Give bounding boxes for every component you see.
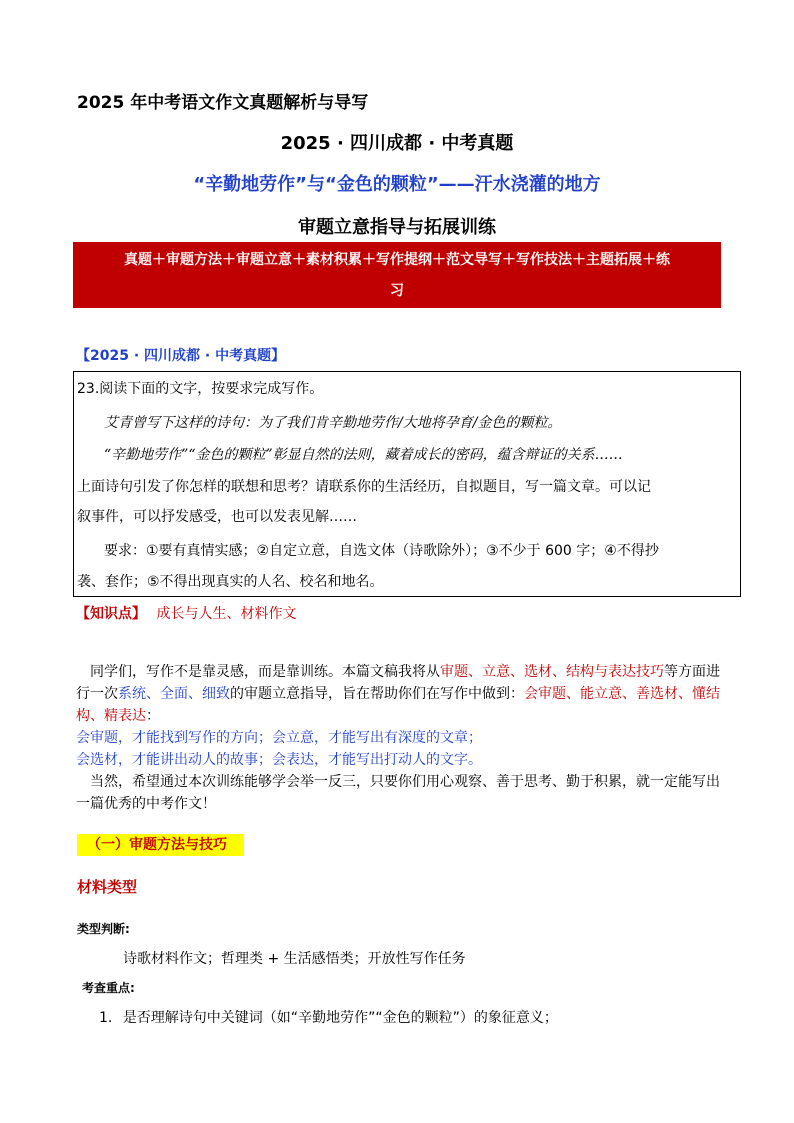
banner-line-2: 习 (390, 283, 404, 299)
intro-text: 同学们，写作不是靠灵感，而是靠训练。本篇文稿我将从 (90, 664, 440, 680)
exam-subtitle: 2025 · 四川成都 · 中考真题 (280, 133, 514, 154)
intro-highlight-red: 审题、立意、选材、结构与表达技巧 (440, 664, 664, 680)
intro-paragraphs (76, 661, 726, 815)
knowledge-label: 【知识点】 (76, 606, 146, 622)
question-poem: 艾青曾写下这样的诗句：为了我们肯辛勤地劳作/大地将孕育/金色的颗粒。 (104, 415, 562, 431)
intro-text: 等方面进行一次 (76, 664, 720, 702)
focus-label: 考查重点: (82, 981, 135, 995)
question-requirements-line-1: 要求：①要有真情实感；②自定立意，自选文体（诗歌除外）；③不少于 600 字；④不得抄 (104, 543, 659, 559)
question-prompt: 23.阅读下面的文字，按要求完成写作。 (77, 381, 324, 397)
banner-line-1: 真题＋审题方法＋审题立意＋素材积累＋写作提纲＋范文导写＋写作技法＋主题拓展＋练 (124, 252, 670, 268)
focus-item-1 (99, 1007, 558, 1027)
question-requirements-line-2: 袭、套作；⑤不得出现真实的人名、校名和地名。 (77, 574, 384, 590)
intro-text: 的审题立意指导，旨在帮助你们在写作中做到： (230, 686, 524, 702)
theme-title: “辛勤地劳作”与“金色的颗粒”——汗水浇灌的地方 (193, 174, 601, 195)
intro-highlight-blue: 系统、全面、细致 (118, 686, 230, 702)
intro-paragraph-1 (76, 661, 726, 727)
guide-title: 审题立意指导与拓展训练 (298, 217, 496, 238)
intro-paragraph-4: 当然，希望通过本次训练能够学会举一反三，只要你们用心观察、善于思考、勤于积累，就一定能写出一篇优秀的中考作文！ (76, 774, 720, 812)
question-box (73, 371, 741, 597)
contents-banner (73, 242, 721, 308)
document-title: 2025 年中考语文作文真题解析与导写 (77, 93, 369, 113)
focus-item-number: 1. (99, 1010, 113, 1026)
type-judgement-value: 诗歌材料作文；哲理类 + 生活感悟类；开放性写作任务 (123, 951, 466, 967)
type-judgement-label: 类型判断: (77, 922, 130, 936)
question-task-line-1: 上面诗句引发了你怎样的联想和思考？请联系你的生活经历，自拟题目，写一篇文章。可以记 (77, 479, 651, 495)
exam-tag: 【2025 · 四川成都 · 中考真题】 (76, 348, 286, 364)
focus-item-text: 是否理解诗句中关键词（如“辛勤地劳作”“金色的颗粒”）的象征意义； (122, 1010, 558, 1026)
knowledge-point (76, 603, 296, 623)
intro-paragraph-2: 会审题，才能找到写作的方向；会立意，才能写出有深度的文章； (76, 730, 482, 746)
question-task-line-2: 叙事件，可以抒发感受，也可以发表见解…… (77, 509, 357, 525)
material-type-heading: 材料类型 (77, 878, 138, 896)
intro-paragraph-3: 会选材，才能讲出动人的故事；会表达，才能写出打动人的文字。 (76, 752, 482, 768)
intro-text: ： (146, 708, 160, 724)
section-heading: （一）审题方法与技巧 (77, 834, 244, 856)
question-analysis: “辛勤地劳作”“金色的颗粒”彰显自然的法则，藏着成长的密码，蕴含辩证的关系…… (104, 447, 623, 463)
intro-highlight-red: 会审题、能立意、善选材、懂结构、精表达 (76, 686, 720, 724)
knowledge-text: 成长与人生、材料作文 (156, 606, 297, 622)
